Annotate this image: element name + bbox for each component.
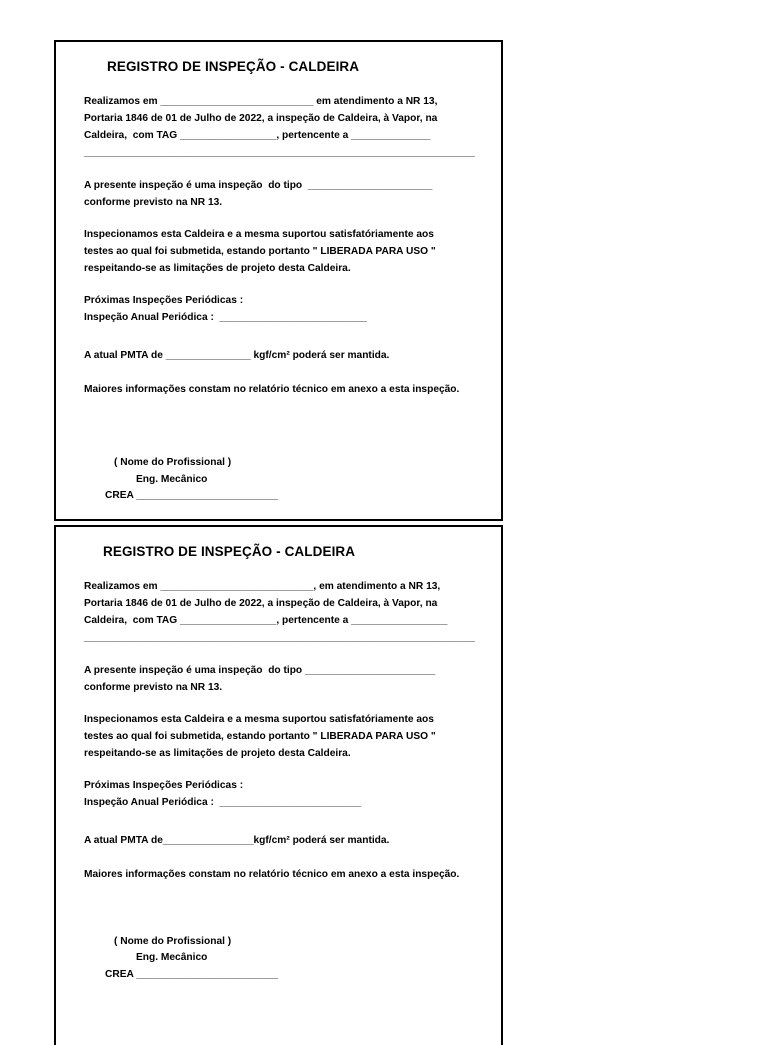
signature-name: ( Nome do Profissional ) xyxy=(114,936,232,947)
signature-role: Eng. Mecânico xyxy=(136,474,208,485)
signature-name: ( Nome do Profissional ) xyxy=(114,457,232,468)
intro-line-4: _____________________________________________________________________ xyxy=(84,632,475,643)
form-title: REGISTRO DE INSPEÇÃO - CALDEIRA xyxy=(107,59,360,74)
inspection-type-line-2: conforme previsto na NR 13. xyxy=(84,682,223,693)
intro-line-3: Caldeira, com TAG _________________, pertencente a _________________ xyxy=(84,615,448,626)
result-line-3: respeitando-se as limitações de projeto desta Caldeira. xyxy=(84,748,351,759)
annual-inspection-line: Inspeção Anual Periódica : __________________________ xyxy=(84,312,367,323)
form-title: REGISTRO DE INSPEÇÃO - CALDEIRA xyxy=(103,544,356,559)
intro-line-1: Realizamos em ___________________________ em atendimento a NR 13, xyxy=(84,96,438,107)
result-line-2: testes ao qual foi submetida, estando portanto " LIBERADA PARA USO " xyxy=(84,246,436,257)
signature-crea: CREA _________________________ xyxy=(105,490,278,501)
inspection-form-1 xyxy=(54,40,503,521)
intro-line-2: Portaria 1846 de 01 de Julho de 2022, a inspeção de Caldeira, à Vapor, na xyxy=(84,113,438,124)
signature-crea: CREA _________________________ xyxy=(105,969,278,980)
inspection-form-2 xyxy=(54,525,503,1045)
more-info-line: Maiores informações constam no relatório técnico em anexo a esta inspeção. xyxy=(84,384,460,395)
intro-line-3: Caldeira, com TAG _________________, pertencente a ______________ xyxy=(84,130,431,141)
pmta-line: A atual PMTA de________________kgf/cm² poderá ser mantida. xyxy=(84,835,390,846)
inspection-type-line-2: conforme previsto na NR 13. xyxy=(84,197,223,208)
result-line-2: testes ao qual foi submetida, estando portanto " LIBERADA PARA USO " xyxy=(84,731,436,742)
result-line-3: respeitando-se as limitações de projeto desta Caldeira. xyxy=(84,263,351,274)
signature-role: Eng. Mecânico xyxy=(136,952,208,963)
intro-line-4: _____________________________________________________________________ xyxy=(84,147,475,158)
annual-inspection-line: Inspeção Anual Periódica : _________________________ xyxy=(84,797,362,808)
pmta-line: A atual PMTA de _______________ kgf/cm² poderá ser mantida. xyxy=(84,350,390,361)
inspection-type-line-1: A presente inspeção é uma inspeção do tipo _______________________ xyxy=(84,665,436,676)
intro-line-2: Portaria 1846 de 01 de Julho de 2022, a inspeção de Caldeira, à Vapor, na xyxy=(84,598,438,609)
more-info-line: Maiores informações constam no relatório técnico em anexo a esta inspeção. xyxy=(84,869,460,880)
result-line-1: Inspecionamos esta Caldeira e a mesma suportou satisfatóriamente aos xyxy=(84,714,434,725)
next-inspections-heading: Próximas Inspeções Periódicas : xyxy=(84,295,244,306)
result-line-1: Inspecionamos esta Caldeira e a mesma suportou satisfatóriamente aos xyxy=(84,229,434,240)
inspection-type-line-1: A presente inspeção é uma inspeção do tipo ______________________ xyxy=(84,180,433,191)
next-inspections-heading: Próximas Inspeções Periódicas : xyxy=(84,780,244,791)
intro-line-1: Realizamos em ___________________________, em atendimento a NR 13, xyxy=(84,581,441,592)
